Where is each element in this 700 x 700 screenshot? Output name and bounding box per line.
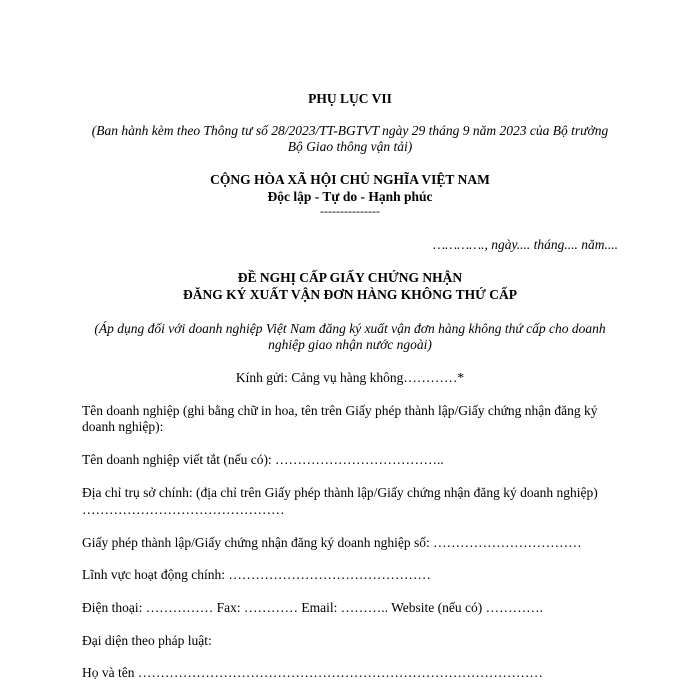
field-address-line-2: ……………………………………… — [82, 502, 285, 517]
issuance-note-line-2: Bộ Giao thông vận tải) — [287, 139, 413, 154]
field-business-field: Lĩnh vực hoạt động chính: ……………………………………… — [82, 567, 431, 582]
field-legal-representative: Đại diện theo pháp luật: — [82, 633, 212, 648]
field-short-name: Tên doanh nghiệp viết tắt (nếu có): ……………………………….. — [82, 452, 444, 467]
recipient-line: Kính gửi: Cảng vụ hàng không…………* — [235, 370, 465, 385]
form-title-line-1: ĐỀ NGHỊ CẤP GIẤY CHỨNG NHẬN — [237, 270, 463, 285]
divider: --------------- — [320, 204, 380, 218]
form-title-line-2: ĐĂNG KÝ XUẤT VẬN ĐƠN HÀNG KHÔNG THỨ CẤP — [182, 287, 517, 302]
appendix-title: PHỤ LỤC VII — [308, 91, 392, 106]
date-line: …………., ngày.... tháng.... năm.... — [433, 237, 618, 252]
field-license-number: Giấy phép thành lập/Giấy chứng nhận đăng ký doanh nghiệp số: …………………………… — [82, 535, 582, 550]
field-full-name: Họ và tên ……………………………………………………………………………… — [82, 665, 543, 680]
motto: Độc lập - Tự do - Hạnh phúc — [267, 189, 433, 204]
scope-note-line-2: nghiệp giao nhận nước ngoài) — [268, 337, 432, 352]
scope-note-line-1: (Áp dụng đối với doanh nghiệp Việt Nam đăng ký xuất vận đơn hàng không thứ cấp cho doanh — [94, 321, 606, 336]
field-contact: Điện thoại: …………… Fax: ………… Email: ……….. Website (nếu có) …………. — [82, 600, 543, 615]
issuance-note-line-1: (Ban hành kèm theo Thông tư số 28/2023/TT-BGTVT ngày 29 tháng 9 năm 2023 của Bộ trưởng — [91, 123, 609, 138]
field-company-name-line-1: Tên doanh nghiệp (ghi bằng chữ in hoa, tên trên Giấy phép thành lập/Giấy chứng nhận đăng ký — [82, 403, 598, 418]
nation-title: CỘNG HÒA XÃ HỘI CHỦ NGHĨA VIỆT NAM — [210, 172, 490, 187]
field-address-line-1: Địa chỉ trụ sở chính: (địa chỉ trên Giấy phép thành lập/Giấy chứng nhận đăng ký doanh nghiệp) — [82, 485, 598, 500]
field-company-name-line-2: doanh nghiệp): — [82, 419, 164, 434]
